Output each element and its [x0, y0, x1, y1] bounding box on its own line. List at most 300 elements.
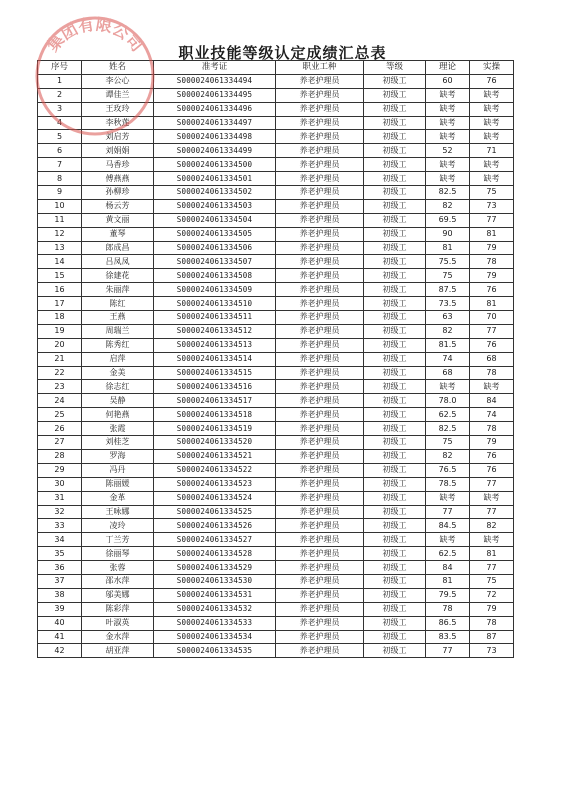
cell-occupation: 养老护理员 [276, 588, 364, 602]
cell-number: 16 [38, 283, 82, 297]
cell-number: 8 [38, 172, 82, 186]
cell-number: 40 [38, 616, 82, 630]
table-row [38, 311, 514, 325]
cell-occupation: 养老护理员 [276, 186, 364, 200]
cell-name: 冯丹 [82, 463, 154, 477]
cell-name: 徐丽琴 [82, 547, 154, 561]
cell-practice: 78 [470, 366, 514, 380]
cell-name: 王燕 [82, 311, 154, 325]
cell-number: 12 [38, 227, 82, 241]
cell-name: 启萍 [82, 352, 154, 366]
cell-number: 36 [38, 561, 82, 575]
cell-occupation: 养老护理员 [276, 213, 364, 227]
cell-theory: 75.5 [426, 255, 470, 269]
cell-level: 初级工 [364, 588, 426, 602]
cell-number: 9 [38, 186, 82, 200]
cell-exam-id: S000024061334498 [154, 130, 276, 144]
cell-exam-id: S000024061334521 [154, 449, 276, 463]
cell-level: 初级工 [364, 269, 426, 283]
cell-theory: 缺考 [426, 88, 470, 102]
cell-number: 11 [38, 213, 82, 227]
table-row [38, 186, 514, 200]
cell-exam-id: S000024061334507 [154, 255, 276, 269]
table-row [38, 436, 514, 450]
cell-number: 15 [38, 269, 82, 283]
cell-practice: 77 [470, 324, 514, 338]
svg-text:集团有限公司: 集团有限公司 [43, 14, 147, 56]
cell-exam-id: S000024061334518 [154, 408, 276, 422]
cell-practice: 缺考 [470, 102, 514, 116]
cell-name: 何艳燕 [82, 408, 154, 422]
cell-name: 王咏娜 [82, 505, 154, 519]
cell-theory: 86.5 [426, 616, 470, 630]
cell-occupation: 养老护理员 [276, 311, 364, 325]
cell-theory: 82.5 [426, 422, 470, 436]
cell-number: 42 [38, 644, 82, 658]
header-occupation: 职业工种 [276, 61, 364, 75]
cell-occupation: 养老护理员 [276, 283, 364, 297]
cell-theory: 缺考 [426, 380, 470, 394]
cell-name: 吕凤凤 [82, 255, 154, 269]
table-row [38, 574, 514, 588]
cell-level: 初级工 [364, 630, 426, 644]
header-number: 序号 [38, 61, 82, 75]
table-row [38, 324, 514, 338]
cell-number: 5 [38, 130, 82, 144]
table-row [38, 366, 514, 380]
table-row [38, 547, 514, 561]
cell-occupation: 养老护理员 [276, 352, 364, 366]
cell-theory: 82 [426, 199, 470, 213]
cell-theory: 缺考 [426, 533, 470, 547]
cell-number: 41 [38, 630, 82, 644]
table-row [38, 102, 514, 116]
cell-exam-id: S000024061334532 [154, 602, 276, 616]
cell-exam-id: S000024061334516 [154, 380, 276, 394]
cell-theory: 78.5 [426, 477, 470, 491]
cell-exam-id: S000024061334530 [154, 574, 276, 588]
cell-number: 13 [38, 241, 82, 255]
cell-occupation: 养老护理员 [276, 463, 364, 477]
cell-exam-id: S000024061334514 [154, 352, 276, 366]
table-row [38, 74, 514, 88]
cell-practice: 79 [470, 602, 514, 616]
cell-occupation: 养老护理员 [276, 436, 364, 450]
cell-theory: 缺考 [426, 116, 470, 130]
cell-occupation: 养老护理员 [276, 630, 364, 644]
cell-exam-id: S000024061334522 [154, 463, 276, 477]
cell-theory: 缺考 [426, 491, 470, 505]
cell-exam-id: S000024061334526 [154, 519, 276, 533]
cell-exam-id: S000024061334497 [154, 116, 276, 130]
cell-name: 陈红 [82, 297, 154, 311]
cell-name: 董琴 [82, 227, 154, 241]
cell-exam-id: S000024061334523 [154, 477, 276, 491]
cell-occupation: 养老护理员 [276, 324, 364, 338]
cell-occupation: 养老护理员 [276, 255, 364, 269]
cell-name: 金水萍 [82, 630, 154, 644]
cell-name: 徐志红 [82, 380, 154, 394]
cell-practice: 77 [470, 505, 514, 519]
cell-name: 李公心 [82, 74, 154, 88]
cell-occupation: 养老护理员 [276, 130, 364, 144]
cell-exam-id: S000024061334525 [154, 505, 276, 519]
cell-occupation: 养老护理员 [276, 297, 364, 311]
cell-practice: 74 [470, 408, 514, 422]
cell-occupation: 养老护理员 [276, 199, 364, 213]
cell-number: 31 [38, 491, 82, 505]
cell-theory: 60 [426, 74, 470, 88]
cell-number: 28 [38, 449, 82, 463]
cell-practice: 缺考 [470, 116, 514, 130]
cell-level: 初级工 [364, 324, 426, 338]
cell-level: 初级工 [364, 297, 426, 311]
cell-practice: 71 [470, 144, 514, 158]
table-row [38, 380, 514, 394]
cell-name: 王玫玲 [82, 102, 154, 116]
score-table [37, 60, 514, 658]
cell-theory: 缺考 [426, 130, 470, 144]
cell-occupation: 养老护理员 [276, 227, 364, 241]
cell-theory: 77 [426, 644, 470, 658]
cell-practice: 缺考 [470, 172, 514, 186]
cell-theory: 82 [426, 324, 470, 338]
cell-name: 叶淑英 [82, 616, 154, 630]
cell-occupation: 养老护理员 [276, 644, 364, 658]
cell-exam-id: S000024061334506 [154, 241, 276, 255]
cell-exam-id: S000024061334524 [154, 491, 276, 505]
cell-practice: 75 [470, 186, 514, 200]
cell-practice: 77 [470, 213, 514, 227]
table-row [38, 463, 514, 477]
cell-level: 初级工 [364, 408, 426, 422]
cell-number: 20 [38, 338, 82, 352]
cell-level: 初级工 [364, 505, 426, 519]
cell-level: 初级工 [364, 366, 426, 380]
cell-occupation: 养老护理员 [276, 144, 364, 158]
cell-name: 邬美娜 [82, 588, 154, 602]
cell-occupation: 养老护理员 [276, 616, 364, 630]
cell-practice: 缺考 [470, 491, 514, 505]
cell-name: 陈丽媛 [82, 477, 154, 491]
cell-exam-id: S000024061334503 [154, 199, 276, 213]
cell-number: 39 [38, 602, 82, 616]
table-row [38, 144, 514, 158]
cell-theory: 75 [426, 269, 470, 283]
cell-practice: 缺考 [470, 380, 514, 394]
page-title: 职业技能等级认定成绩汇总表 [178, 44, 387, 62]
table-row [38, 255, 514, 269]
cell-occupation: 养老护理员 [276, 547, 364, 561]
cell-exam-id: S000024061334502 [154, 186, 276, 200]
table-row [38, 352, 514, 366]
cell-level: 初级工 [364, 422, 426, 436]
cell-level: 初级工 [364, 352, 426, 366]
header-practice: 实操 [470, 61, 514, 75]
cell-name: 刘桂芝 [82, 436, 154, 450]
cell-practice: 78 [470, 255, 514, 269]
cell-occupation: 养老护理员 [276, 172, 364, 186]
cell-name: 孙柳珍 [82, 186, 154, 200]
cell-practice: 68 [470, 352, 514, 366]
cell-theory: 90 [426, 227, 470, 241]
cell-number: 10 [38, 199, 82, 213]
cell-number: 21 [38, 352, 82, 366]
cell-practice: 76 [470, 283, 514, 297]
cell-practice: 缺考 [470, 158, 514, 172]
cell-name: 胡亚萍 [82, 644, 154, 658]
table-row [38, 199, 514, 213]
cell-theory: 87.5 [426, 283, 470, 297]
cell-practice: 缺考 [470, 130, 514, 144]
table-row [38, 449, 514, 463]
cell-theory: 62.5 [426, 547, 470, 561]
cell-level: 初级工 [364, 227, 426, 241]
table-row [38, 491, 514, 505]
table-row [38, 227, 514, 241]
cell-exam-id: S000024061334529 [154, 561, 276, 575]
cell-number: 38 [38, 588, 82, 602]
cell-practice: 81 [470, 297, 514, 311]
cell-occupation: 养老护理员 [276, 449, 364, 463]
cell-number: 14 [38, 255, 82, 269]
cell-level: 初级工 [364, 213, 426, 227]
cell-practice: 76 [470, 449, 514, 463]
cell-name: 傅燕燕 [82, 172, 154, 186]
cell-occupation: 养老护理员 [276, 602, 364, 616]
cell-number: 27 [38, 436, 82, 450]
cell-occupation: 养老护理员 [276, 116, 364, 130]
cell-occupation: 养老护理员 [276, 366, 364, 380]
header-exam-id: 准考证 [154, 61, 276, 75]
cell-number: 29 [38, 463, 82, 477]
cell-number: 19 [38, 324, 82, 338]
table-row [38, 588, 514, 602]
cell-name: 黄文丽 [82, 213, 154, 227]
cell-level: 初级工 [364, 199, 426, 213]
cell-theory: 68 [426, 366, 470, 380]
cell-theory: 缺考 [426, 102, 470, 116]
header-name: 姓名 [82, 61, 154, 75]
cell-level: 初级工 [364, 519, 426, 533]
cell-level: 初级工 [364, 74, 426, 88]
table-row [38, 158, 514, 172]
cell-exam-id: S000024061334520 [154, 436, 276, 450]
cell-practice: 82 [470, 519, 514, 533]
cell-level: 初级工 [364, 533, 426, 547]
cell-exam-id: S000024061334511 [154, 311, 276, 325]
cell-name: 金美 [82, 366, 154, 380]
cell-occupation: 养老护理员 [276, 519, 364, 533]
cell-name: 陈彩萍 [82, 602, 154, 616]
cell-number: 37 [38, 574, 82, 588]
cell-level: 初级工 [364, 574, 426, 588]
cell-occupation: 养老护理员 [276, 241, 364, 255]
cell-number: 26 [38, 422, 82, 436]
table-row [38, 283, 514, 297]
cell-exam-id: S000024061334500 [154, 158, 276, 172]
cell-occupation: 养老护理员 [276, 422, 364, 436]
cell-exam-id: S000024061334515 [154, 366, 276, 380]
cell-exam-id: S000024061334512 [154, 324, 276, 338]
cell-practice: 78 [470, 616, 514, 630]
cell-theory: 74 [426, 352, 470, 366]
cell-occupation: 养老护理员 [276, 505, 364, 519]
cell-level: 初级工 [364, 477, 426, 491]
table-row [38, 213, 514, 227]
cell-number: 23 [38, 380, 82, 394]
cell-practice: 73 [470, 199, 514, 213]
cell-theory: 84.5 [426, 519, 470, 533]
cell-exam-id: S000024061334509 [154, 283, 276, 297]
cell-theory: 82 [426, 449, 470, 463]
cell-exam-id: S000024061334528 [154, 547, 276, 561]
cell-exam-id: S000024061334508 [154, 269, 276, 283]
cell-level: 初级工 [364, 338, 426, 352]
cell-level: 初级工 [364, 449, 426, 463]
cell-exam-id: S000024061334499 [154, 144, 276, 158]
cell-name: 刘娟娟 [82, 144, 154, 158]
cell-occupation: 养老护理员 [276, 561, 364, 575]
header-level: 等级 [364, 61, 426, 75]
cell-number: 7 [38, 158, 82, 172]
table-row [38, 477, 514, 491]
table-row [38, 172, 514, 186]
cell-practice: 79 [470, 436, 514, 450]
cell-occupation: 养老护理员 [276, 102, 364, 116]
cell-number: 2 [38, 88, 82, 102]
cell-practice: 81 [470, 227, 514, 241]
cell-exam-id: S000024061334527 [154, 533, 276, 547]
cell-level: 初级工 [364, 283, 426, 297]
cell-number: 34 [38, 533, 82, 547]
cell-occupation: 养老护理员 [276, 394, 364, 408]
cell-theory: 82.5 [426, 186, 470, 200]
cell-exam-id: S000024061334534 [154, 630, 276, 644]
cell-exam-id: S000024061334505 [154, 227, 276, 241]
cell-theory: 缺考 [426, 172, 470, 186]
cell-number: 17 [38, 297, 82, 311]
table-row [38, 630, 514, 644]
cell-name: 马香珍 [82, 158, 154, 172]
cell-level: 初级工 [364, 547, 426, 561]
cell-level: 初级工 [364, 380, 426, 394]
cell-exam-id: S000024061334533 [154, 616, 276, 630]
cell-occupation: 养老护理员 [276, 477, 364, 491]
cell-name: 杨云芳 [82, 199, 154, 213]
cell-name: 郎成昌 [82, 241, 154, 255]
cell-theory: 79.5 [426, 588, 470, 602]
cell-exam-id: S000024061334504 [154, 213, 276, 227]
cell-occupation: 养老护理员 [276, 491, 364, 505]
table-row [38, 338, 514, 352]
table-row [38, 408, 514, 422]
cell-occupation: 养老护理员 [276, 88, 364, 102]
cell-name: 张霞 [82, 422, 154, 436]
table-row [38, 116, 514, 130]
cell-practice: 73 [470, 644, 514, 658]
cell-practice: 76 [470, 74, 514, 88]
cell-name: 李秋莲 [82, 116, 154, 130]
table-row [38, 422, 514, 436]
cell-practice: 77 [470, 561, 514, 575]
table-row [38, 644, 514, 658]
cell-number: 22 [38, 366, 82, 380]
cell-number: 3 [38, 102, 82, 116]
cell-theory: 81 [426, 241, 470, 255]
cell-level: 初级工 [364, 130, 426, 144]
cell-exam-id: S000024061334517 [154, 394, 276, 408]
table-row [38, 394, 514, 408]
cell-occupation: 养老护理员 [276, 74, 364, 88]
cell-practice: 79 [470, 241, 514, 255]
cell-number: 35 [38, 547, 82, 561]
table-row [38, 602, 514, 616]
table-row [38, 88, 514, 102]
table-row [38, 130, 514, 144]
cell-number: 1 [38, 74, 82, 88]
cell-occupation: 养老护理员 [276, 574, 364, 588]
cell-occupation: 养老护理员 [276, 269, 364, 283]
cell-practice: 84 [470, 394, 514, 408]
cell-number: 24 [38, 394, 82, 408]
cell-level: 初级工 [364, 102, 426, 116]
table-row [38, 241, 514, 255]
cell-theory: 84 [426, 561, 470, 575]
cell-theory: 缺考 [426, 158, 470, 172]
cell-level: 初级工 [364, 255, 426, 269]
cell-level: 初级工 [364, 311, 426, 325]
cell-name: 刘启芳 [82, 130, 154, 144]
cell-number: 30 [38, 477, 82, 491]
cell-occupation: 养老护理员 [276, 408, 364, 422]
cell-name: 张蓉 [82, 561, 154, 575]
cell-theory: 52 [426, 144, 470, 158]
cell-number: 33 [38, 519, 82, 533]
cell-name: 金革 [82, 491, 154, 505]
table-row [38, 297, 514, 311]
cell-exam-id: S000024061334531 [154, 588, 276, 602]
cell-practice: 87 [470, 630, 514, 644]
cell-theory: 75 [426, 436, 470, 450]
cell-exam-id: S000024061334510 [154, 297, 276, 311]
cell-level: 初级工 [364, 561, 426, 575]
table-row [38, 561, 514, 575]
cell-level: 初级工 [364, 491, 426, 505]
cell-level: 初级工 [364, 172, 426, 186]
cell-practice: 缺考 [470, 533, 514, 547]
cell-level: 初级工 [364, 186, 426, 200]
table-row [38, 269, 514, 283]
cell-practice: 76 [470, 338, 514, 352]
cell-number: 18 [38, 311, 82, 325]
cell-name: 朱丽萍 [82, 283, 154, 297]
table-row [38, 505, 514, 519]
table-row [38, 519, 514, 533]
cell-level: 初级工 [364, 602, 426, 616]
cell-occupation: 养老护理员 [276, 533, 364, 547]
cell-theory: 77 [426, 505, 470, 519]
header-row [38, 61, 514, 75]
cell-practice: 77 [470, 477, 514, 491]
cell-name: 凌玲 [82, 519, 154, 533]
cell-name: 丁兰芳 [82, 533, 154, 547]
cell-level: 初级工 [364, 436, 426, 450]
cell-level: 初级工 [364, 144, 426, 158]
cell-theory: 73.5 [426, 297, 470, 311]
cell-level: 初级工 [364, 616, 426, 630]
cell-theory: 81.5 [426, 338, 470, 352]
